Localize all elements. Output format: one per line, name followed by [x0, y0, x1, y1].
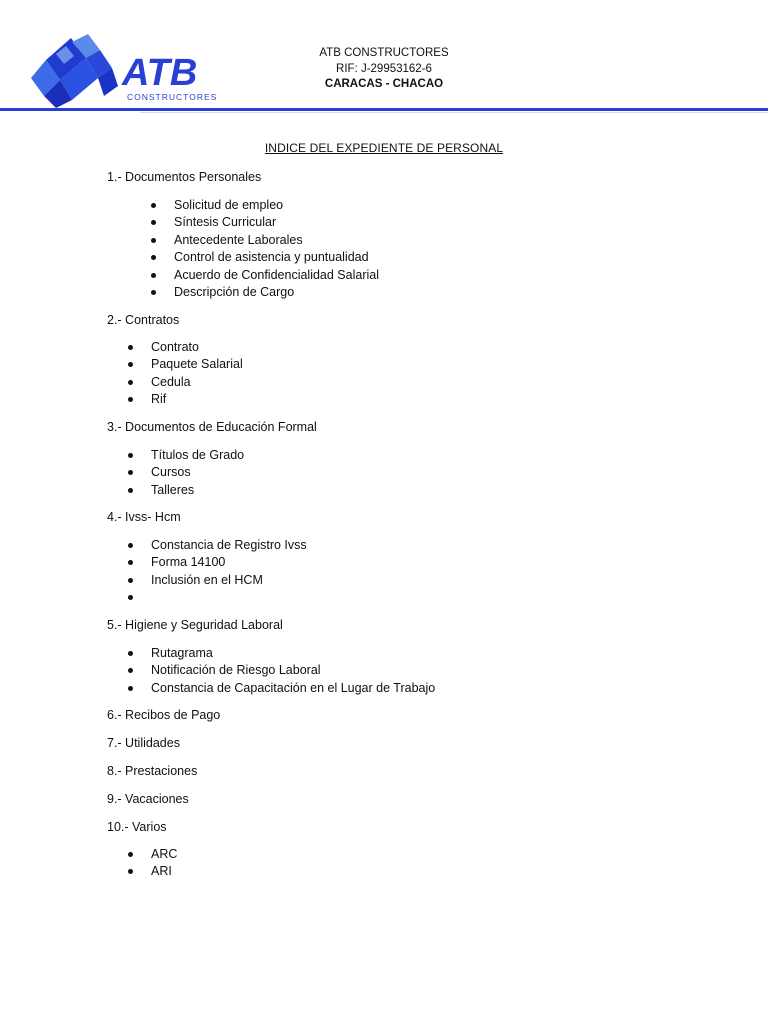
section-heading: 4.- Ivss- Hcm	[107, 510, 181, 524]
section-list	[151, 846, 177, 881]
bullet-icon	[128, 595, 133, 600]
list-item	[151, 863, 177, 880]
document-title: INDICE DEL EXPEDIENTE DE PERSONAL	[264, 141, 504, 155]
section-list	[151, 537, 307, 607]
list-item-label: Paquete Salarial	[151, 357, 243, 372]
bullet-icon	[128, 470, 133, 475]
list-item-label: Títulos de Grado	[151, 448, 245, 462]
bullet-icon	[151, 273, 156, 278]
section-heading: 9.- Vacaciones	[107, 792, 189, 806]
list-item	[151, 482, 244, 499]
list-item-label: Acuerdo de Confidencialidad Salarial	[174, 267, 379, 282]
list-item-label: Talleres	[151, 482, 195, 497]
list-item	[151, 339, 243, 356]
list-item-label: Descripción de Cargo	[174, 284, 295, 299]
list-item-label: Constancia de Registro Ivss	[151, 538, 307, 552]
atb-logo	[26, 30, 226, 110]
list-item-label: Contrato	[151, 340, 199, 354]
list-item-label: ARC	[151, 847, 178, 861]
list-item	[151, 464, 244, 481]
bullet-icon	[151, 238, 156, 243]
section-heading: 8.- Prestaciones	[107, 764, 198, 778]
bullet-icon	[151, 220, 156, 225]
list-item-label: Síntesis Curricular	[174, 215, 277, 230]
bullet-icon	[128, 560, 133, 565]
list-item	[151, 846, 177, 863]
list-item-label: Cursos	[151, 465, 191, 480]
list-item	[174, 284, 379, 301]
bullet-icon	[151, 255, 156, 260]
list-item-label: Rif	[151, 392, 167, 407]
bullet-icon	[128, 397, 133, 402]
cube-mark-icon	[31, 34, 118, 108]
bullet-icon	[128, 869, 133, 874]
bullet-icon	[128, 380, 133, 385]
section-heading: 7.- Utilidades	[107, 736, 180, 750]
bullet-icon	[128, 362, 133, 367]
list-item	[151, 537, 307, 554]
section-list	[174, 197, 379, 301]
list-item-label: Notificación de Riesgo Laboral	[151, 663, 321, 678]
header-divider	[0, 108, 768, 111]
list-item	[151, 645, 435, 662]
company-location: CARACAS - CHACAO	[324, 78, 444, 90]
list-item	[174, 267, 379, 284]
document-header	[0, 0, 768, 112]
list-item	[151, 572, 307, 589]
list-item	[174, 232, 379, 249]
bullet-icon	[128, 686, 133, 691]
list-item-label: Control de asistencia y puntualidad	[174, 250, 369, 265]
list-item	[174, 214, 379, 231]
list-item	[151, 680, 435, 697]
list-item-label: ARI	[151, 864, 172, 879]
list-item-label: Inclusión en el HCM	[151, 572, 263, 587]
list-item	[151, 391, 243, 408]
bullet-icon	[128, 651, 133, 656]
list-item-label: Rutagrama	[151, 646, 213, 660]
list-item-label: Forma 14100	[151, 555, 226, 570]
section-heading: 3.- Documentos de Educación Formal	[107, 420, 317, 434]
section-heading: 10.- Varios	[107, 820, 167, 834]
bullet-icon	[128, 488, 133, 493]
list-item	[174, 197, 379, 214]
logo-text: ATB	[122, 52, 198, 94]
list-item	[151, 662, 435, 679]
bullet-icon	[128, 668, 133, 673]
company-rif: RIF: J-29953162-6	[336, 62, 432, 75]
section-heading: 1.- Documentos Personales	[107, 170, 262, 184]
list-item-label: Cedula	[151, 374, 191, 389]
list-item	[151, 356, 243, 373]
bullet-icon	[151, 203, 156, 208]
section-heading: 6.- Recibos de Pago	[107, 708, 221, 722]
list-item	[151, 374, 243, 391]
logo-subtext: CONSTRUCTORES	[127, 92, 218, 102]
bullet-icon	[128, 345, 133, 350]
bullet-icon	[151, 290, 156, 295]
list-item-label: Antecedente Laborales	[174, 232, 303, 247]
section-list	[151, 447, 244, 499]
list-item	[151, 589, 307, 606]
bullet-icon	[128, 453, 133, 458]
list-item-label: Constancia de Capacitación en el Lugar de Trabajo	[151, 680, 436, 695]
section-list	[151, 339, 243, 409]
company-info	[280, 46, 488, 93]
section-heading: 5.- Higiene y Seguridad Laboral	[107, 618, 283, 632]
bullet-icon	[128, 852, 133, 857]
company-name: ATB CONSTRUCTORES	[319, 47, 449, 59]
section-list	[151, 645, 435, 697]
bullet-icon	[128, 578, 133, 583]
list-item	[151, 447, 244, 464]
header-divider-thin	[140, 112, 768, 113]
bullet-icon	[128, 543, 133, 548]
list-item	[174, 249, 379, 266]
list-item	[151, 554, 307, 571]
section-heading: 2.- Contratos	[107, 313, 180, 327]
list-item-label: Solicitud de empleo	[174, 198, 284, 212]
